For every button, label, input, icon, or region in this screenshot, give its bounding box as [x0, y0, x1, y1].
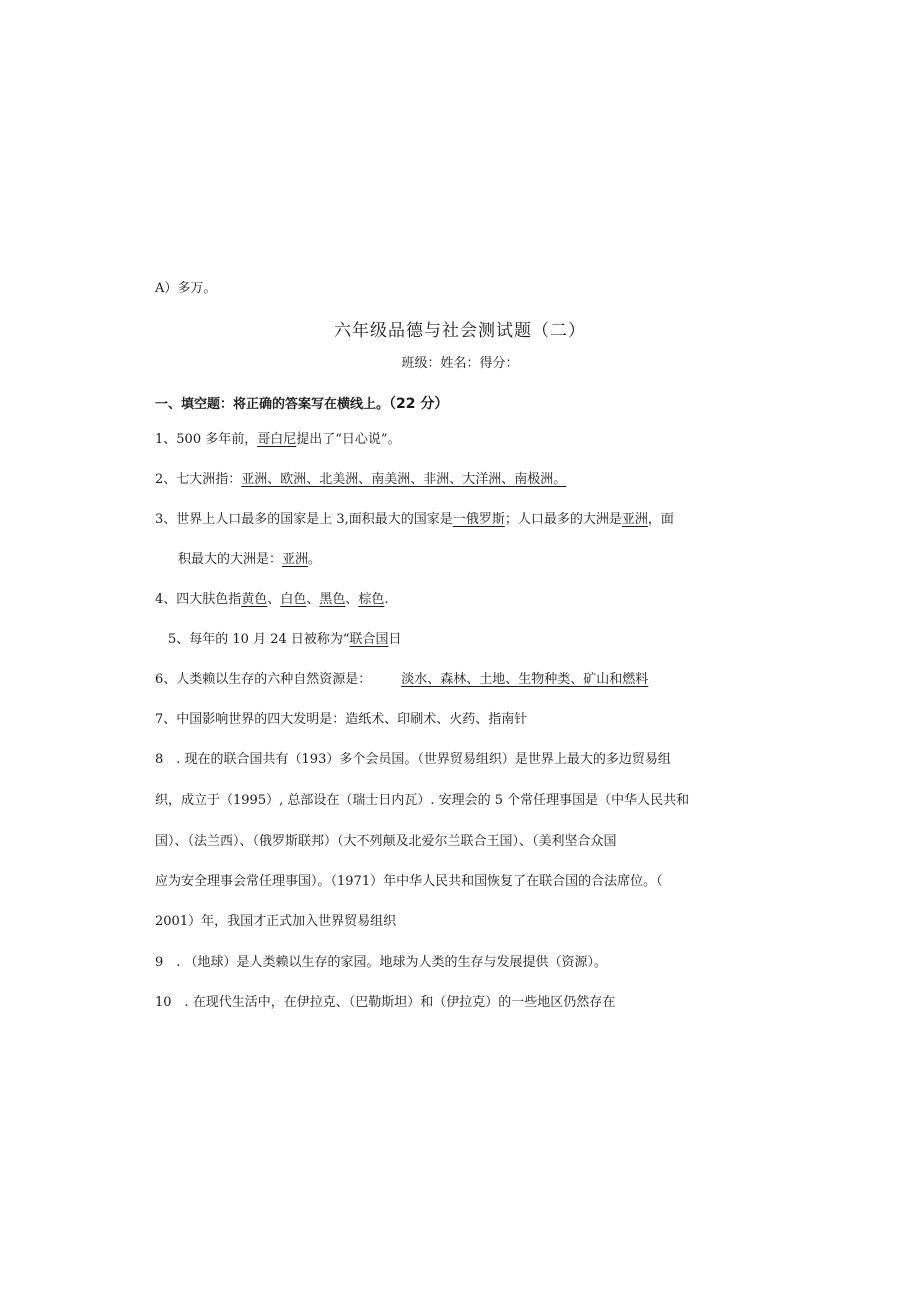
q3-answer-1: 一俄罗斯	[452, 512, 505, 527]
question-6	[155, 671, 648, 689]
q4-sep-2: 、	[306, 592, 320, 607]
question-8-line-5: 2001）年，我国才正式加入世界贸易组织	[155, 914, 397, 929]
question-2	[155, 471, 566, 489]
q3b-text-b: 。	[308, 552, 322, 567]
q4-text-a: 4、四大肤色指	[155, 592, 242, 607]
q2-text-a: 2、七大洲指：	[155, 472, 242, 487]
q5-text-b: 日	[388, 632, 402, 647]
top-fragment: A）多万。	[155, 281, 217, 296]
question-10: 10 . 在现代生活中，在伊拉克、（巴勒斯坦）和（伊拉克）的一些地区仍然存在	[155, 995, 616, 1010]
q1-text-b: 提出了“日心说”。	[296, 432, 401, 447]
section-heading	[155, 395, 448, 414]
q1-text-a: 1、500 多年前，	[155, 432, 258, 447]
q4-sep-1: 、	[267, 592, 281, 607]
question-9: 9 . （地球）是人类赖以生存的家园。地球为人类的生存与发展提供（资源）。	[155, 955, 608, 970]
q4-answer-3: 黑色	[319, 592, 346, 607]
question-8-line-4: 应为安全理事会常任理事国）。（1971）年中华人民共和国恢复了在联合国的合法席位。（	[155, 874, 663, 889]
q3-text-b: ；人口最多的大洲是	[504, 512, 622, 527]
q3b-answer: 亚洲	[282, 552, 309, 567]
question-8-line-2: 织，成立于（1995）, 总部设在（瑞士日内瓦）. 安理会的 5 个常任理事国是（中华人民共和	[155, 793, 690, 808]
q2-answer: 亚洲、欧洲、北美洲、南美洲、非洲、大洋洲、南极洲。	[241, 472, 567, 487]
question-8-line-3: 国）、（法兰西）、（俄罗斯联邦）（大不列颠及北爱尔兰联合王国）、（美利坚合众国	[155, 834, 617, 849]
question-1	[155, 431, 401, 449]
q4-answer-4: 棕色	[358, 592, 385, 607]
q4-text-b: .	[384, 592, 389, 607]
q3b-text-a: 积最大的大洲是：	[178, 552, 283, 567]
question-7	[155, 711, 527, 729]
subtitle: 班级：姓名：得分：	[401, 356, 519, 371]
q3-text-a: 3、世界上人口最多的国家是上 3,面积最大的国家是	[155, 512, 453, 527]
q6-answer: 淡水、森林、土地、生物种类、矿山和燃料	[401, 672, 649, 687]
question-8-line-1: 8 . 现在的联合国共有（193）多个会员国。（世界贸易组织）是世界上最大的多边贸易组	[155, 752, 671, 767]
section-score: （22 分）	[389, 396, 449, 412]
question-3-continued	[178, 551, 321, 569]
q3-text-c: ，面	[647, 512, 674, 527]
q5-answer: 联合国	[349, 632, 389, 647]
question-4	[155, 591, 389, 609]
q5-text-a: 5、每年的 10 月 24 日被称为“	[168, 632, 350, 647]
q6-text-a: 6、人类赖以生存的六种自然资源是：	[155, 672, 372, 687]
q4-sep-3: 、	[345, 592, 359, 607]
question-3	[155, 511, 674, 529]
page-title: 六年级品德与社会测试题（二）	[334, 321, 586, 341]
question-5	[168, 631, 402, 649]
q4-answer-2: 白色	[280, 592, 307, 607]
q7-text: 7、中国影响世界的四大发明是：造纸术、印刷术、火药、指南针	[155, 712, 528, 727]
section-prefix: 一、填空题：将正确的答案写在横线上。	[155, 397, 390, 412]
q4-answer-1: 黄色	[241, 592, 268, 607]
q1-answer: 哥白尼	[257, 432, 297, 447]
q3-answer-2: 亚洲	[621, 512, 648, 527]
